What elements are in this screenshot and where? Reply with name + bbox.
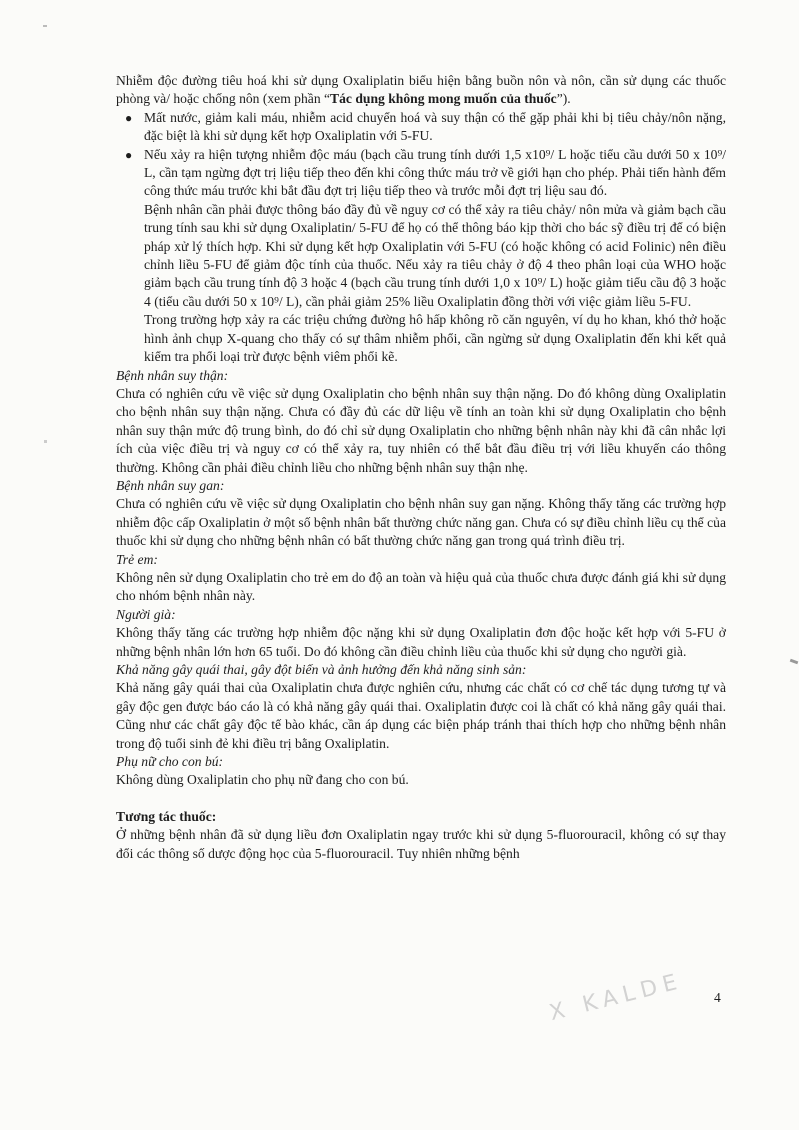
interactions-body: Ở những bệnh nhân đã sử dụng liều đơn Oxaliplatin ngay trước khi sử dụng 5-fluorouracil, không có sự thay đổi các thông số dược động học của 5-fluorouracil. Tuy nhiên những bệnh xyxy=(116,827,726,861)
section-heading-elderly: Người già: xyxy=(116,606,176,622)
scan-speck xyxy=(44,440,47,443)
spacer xyxy=(116,790,726,808)
document-page xyxy=(116,72,726,863)
section-body-lactation: Không dùng Oxaliplatin cho phụ nữ đang cho con bú. xyxy=(116,772,409,788)
section-body-hepatic: Chưa có nghiên cứu về việc sử dụng Oxaliplatin cho bệnh nhân suy gan nặng. Không thấy tăng các trường hợp nhiễm độc cấp Oxaliplatin ở một số bệnh nhân bất thường chức năng gan. Chưa có sự điều chỉnh liều cụ thể của thuốc khi sử dụng cho những bệnh nhân có bất thường chức năng gan trong quá trình điều trị. xyxy=(116,496,726,549)
continuation-paragraph: Trong trường hợp xảy ra các triệu chứng đường hô hấp không rõ căn nguyên, ví dụ ho khan, khó thở hoặc hình ảnh chụp X-quang cho thấy có sự thâm nhiễm phổi, cần ngừng sử dụng Oxaliplatin đến khi kết quả kiểm tra phổi loại trừ được bệnh viêm phổi kẽ. xyxy=(144,312,726,365)
intro-text-pre: Nhiễm độc đường tiêu hoá khi sử dụng Oxaliplatin biểu hiện bằng buồn nôn và nôn, cần sử dụng các thuốc phòng và/ hoặc chống nôn (xem phần “ xyxy=(116,73,726,107)
intro-text-bold: Tác dụng không mong muốn của thuốc xyxy=(330,91,557,107)
bullet-item xyxy=(116,146,726,201)
section-heading-lactation: Phụ nữ cho con bú: xyxy=(116,754,224,770)
continuation-paragraph: Bệnh nhân cần phải được thông báo đầy đủ về nguy cơ có thể xảy ra tiêu chảy/ nôn mửa và giảm bạch cầu trung tính sau khi sử dụng Oxaliplatin/ 5-FU để họ có thể thông báo kịp thời cho bác sỹ điều trị để có biện pháp xử lý thích hợp. Khi sử dụng kết hợp Oxaliplatin với 5-FU (có hoặc không có acid Folinic) nên điều chỉnh liều 5-FU để giảm độc tính của thuốc. Nếu xảy ra tiêu chảy ở độ 4 theo phân loại của WHO hoặc giảm bạch cầu trung tính độ 3 hoặc 4 (bạch cầu trung tính dưới 1,0 x 10⁹/ L) hoặc giảm tiểu cầu độ 3 hoặc 4 (tiểu cầu dưới 50 x 10⁹/ L), cần phải giảm 25% liều Oxaliplatin đồng thời với việc giảm liều 5-FU. xyxy=(144,201,726,309)
interactions-heading: Tương tác thuốc: xyxy=(116,808,217,824)
section-heading-hepatic: Bệnh nhân suy gan: xyxy=(116,477,225,493)
bullet-icon: ● xyxy=(125,147,133,162)
bullet-text: Nếu xảy ra hiện tượng nhiễm độc máu (bạch cầu trung tính dưới 1,5 x10⁹/ L hoặc tiểu cầu dưới 50 x 10⁹/ L, cần tạm ngừng đợt trị liệu tiếp theo đến khi công thức máu trở về giới hạn cho phép. Phải tiến hành đếm công thức máu trước khi bắt đầu đợt trị liệu tiếp theo và trước mỗi đợt trị liệu sau đó. xyxy=(144,146,726,199)
bullet-list xyxy=(116,109,726,201)
bullet-item xyxy=(116,109,726,146)
intro-paragraph xyxy=(116,72,726,109)
section-body-teratogenicity: Khả năng gây quái thai của Oxaliplatin chưa được nghiên cứu, nhưng các chất có cơ chế tác dụng tương tự và gây độc gen được báo cáo là có khả năng gây quái thai. Oxaliplatin được coi là chất có khả năng gây quái thai. Cũng như các chất gây độc tế bào khác, cần áp dụng các biện pháp tránh thai thích hợp cho những bệnh nhân trong độ tuổi sinh đẻ khi điều trị bằng Oxaliplatin. xyxy=(116,680,726,751)
section-body-elderly: Không thấy tăng các trường hợp nhiễm độc nặng khi sử dụng Oxaliplatin đơn độc hoặc kết hợp với 5-FU ở những bệnh nhân lớn hơn 65 tuổi. Do đó không cần điều chỉnh liều của thuốc khi sử dụng cho người già. xyxy=(116,625,726,659)
bullet-text: Mất nước, giảm kali máu, nhiễm acid chuyển hoá và suy thận có thể gặp phải khi bị tiêu chảy/nôn nặng, đặc biệt là khi sử dụng kết hợp Oxaliplatin với 5-FU. xyxy=(144,109,726,144)
page-number: 4 xyxy=(714,990,721,1005)
section-heading-children: Trẻ em: xyxy=(116,551,158,567)
section-body-children: Không nên sử dụng Oxaliplatin cho trẻ em do độ an toàn và hiệu quả của thuốc chưa được đánh giá khi sử dụng cho nhóm bệnh nhân này. xyxy=(116,569,726,604)
bullet-icon: ● xyxy=(125,110,133,125)
section-heading-renal: Bệnh nhân suy thận: xyxy=(116,367,229,383)
scan-speck xyxy=(790,659,799,665)
scan-speck xyxy=(43,25,47,27)
section-body-renal: Chưa có nghiên cứu về việc sử dụng Oxaliplatin cho bệnh nhân suy thận nặng. Do đó không dùng Oxaliplatin cho bệnh nhân suy thận nặng. Chưa có đầy đủ các dữ liệu về tính an toàn khi sử dụng Oxaliplatin cho bệnh nhân suy thận mức độ trung bình, do đó chỉ sử dụng Oxaliplatin cho những bệnh nhân này khi đã cân nhắc lợi ích của việc điều trị và nguy cơ có thể xảy ra, tuy nhiên có thể bắt đầu điều trị với liều khuyến cáo thông thường. Không cần phải điều chỉnh liều cho những bệnh nhân suy thận nhẹ. xyxy=(116,385,726,475)
watermark-stamp: X KALDE xyxy=(546,968,686,1027)
intro-text-post: ”). xyxy=(556,91,571,107)
section-heading-teratogenicity: Khả năng gây quái thai, gây đột biến và ảnh hưởng đến khả năng sinh sản: xyxy=(116,662,527,677)
